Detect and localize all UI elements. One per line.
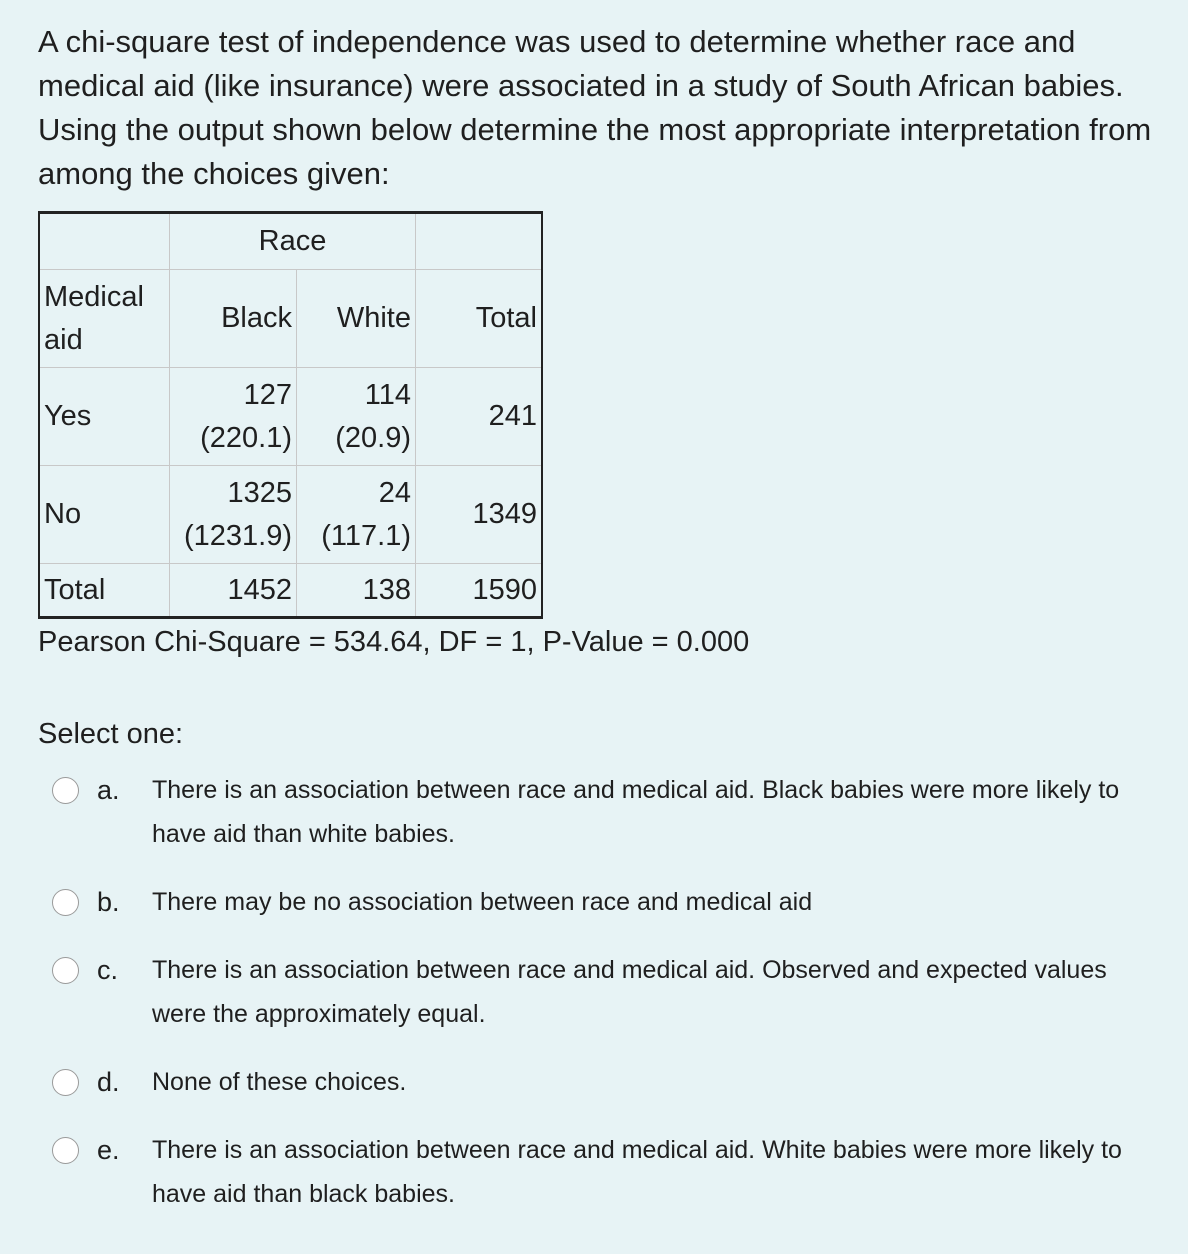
table-header-empty bbox=[416, 213, 543, 270]
expected-value: (220.1) bbox=[200, 421, 292, 454]
option-letter: c. bbox=[97, 955, 119, 985]
expected-value: (20.9) bbox=[335, 421, 411, 454]
table-corner-cell bbox=[39, 213, 170, 270]
option-letter: e. bbox=[97, 1135, 120, 1165]
medical-aid-label: Medical aid bbox=[39, 270, 170, 368]
cell-no-black bbox=[170, 466, 297, 564]
select-one-label: Select one: bbox=[38, 718, 184, 750]
pearson-result: Pearson Chi-Square = 534.64, DF = 1, P-Value = 0.000 bbox=[38, 626, 750, 658]
observed-value: 127 bbox=[243, 378, 292, 411]
table-row bbox=[39, 466, 542, 564]
expected-value: (117.1) bbox=[321, 519, 411, 552]
table-row bbox=[39, 564, 542, 618]
observed-value: 24 bbox=[378, 476, 411, 509]
col-header-black: Black bbox=[170, 270, 297, 368]
radio-option-e[interactable] bbox=[52, 1137, 79, 1164]
option-letter: b. bbox=[97, 887, 120, 917]
cell-grand-total: 1590 bbox=[472, 573, 537, 606]
col-header-total: Total bbox=[416, 270, 543, 368]
row-label-total: Total bbox=[39, 564, 170, 618]
radio-option-a[interactable] bbox=[52, 777, 79, 804]
cell-total-white: 138 bbox=[297, 564, 416, 618]
radio-option-d[interactable] bbox=[52, 1069, 79, 1096]
cell-no-total: 1349 bbox=[416, 466, 543, 564]
radio-option-b[interactable] bbox=[52, 889, 79, 916]
option-text[interactable]: There is an association between race and medical aid. Observed and expected values were the approximately equal. bbox=[152, 956, 1107, 1028]
option-text[interactable]: There is an association between race and medical aid. White babies were more likely to have aid than black babies. bbox=[152, 1136, 1122, 1208]
cell-yes-white bbox=[297, 368, 416, 466]
question-text: A chi-square test of independence was used to determine whether race and medical aid (like insurance) were associated in a study of South African babies. Using the output shown below determine the most appropriate interpretation from among the choices given: bbox=[38, 24, 1152, 191]
contingency-table bbox=[38, 211, 543, 619]
row-label-no: No bbox=[39, 466, 170, 564]
cell-yes-black bbox=[170, 368, 297, 466]
observed-value: 1325 bbox=[227, 476, 292, 509]
option-text[interactable]: None of these choices. bbox=[152, 1068, 407, 1096]
table-header-row bbox=[39, 213, 542, 270]
radio-option-c[interactable] bbox=[52, 957, 79, 984]
cell-yes-total: 241 bbox=[416, 368, 543, 466]
observed-value: 114 bbox=[364, 378, 411, 411]
cell-total-black: 1452 bbox=[170, 564, 297, 618]
table-row bbox=[39, 368, 542, 466]
col-header-white: White bbox=[297, 270, 416, 368]
row-label-yes: Yes bbox=[39, 368, 170, 466]
expected-value: (1231.9) bbox=[183, 519, 292, 552]
option-letter: a. bbox=[97, 775, 120, 805]
cell-no-white bbox=[297, 466, 416, 564]
table-column-header-row bbox=[39, 270, 542, 368]
option-text[interactable]: There is an association between race and medical aid. Black babies were more likely to have aid than white babies. bbox=[152, 776, 1120, 848]
option-text[interactable]: There may be no association between race and medical aid bbox=[152, 888, 813, 916]
race-group-header: Race bbox=[170, 213, 416, 270]
option-letter: d. bbox=[97, 1067, 120, 1097]
